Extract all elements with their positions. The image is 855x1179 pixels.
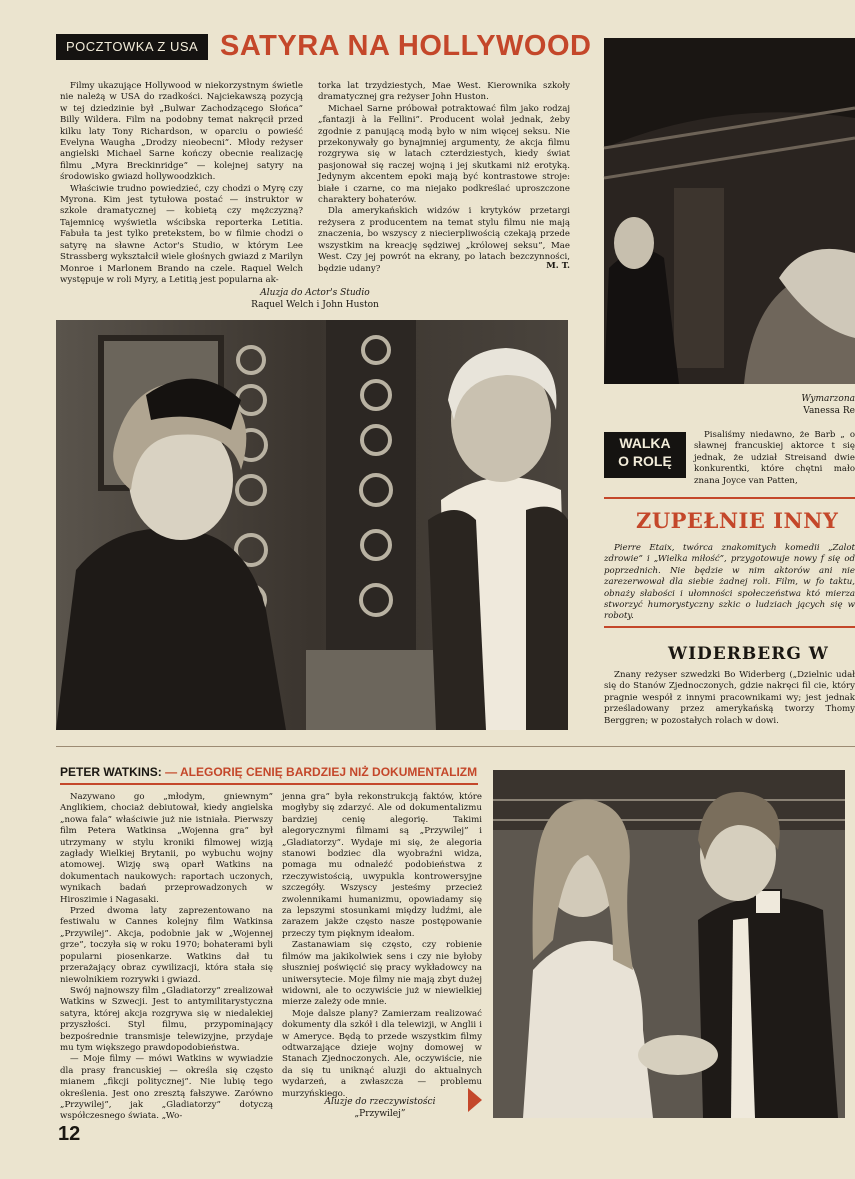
box-line-2: O ROLĘ: [618, 453, 672, 469]
article2-column-1: [60, 792, 273, 1122]
divider: [604, 626, 855, 628]
photo-caption-right: [690, 393, 855, 417]
caption-title: Aluzje do rzeczywistości: [324, 1097, 436, 1107]
section-kicker: POCZTOWKA Z USA: [56, 34, 208, 60]
short-note-text: [604, 543, 855, 622]
paragraph: Przed dwoma laty zaprezentowano na festiwalu w Cannes kolejny film Watkinsa „Przywilej”. Akcja, podobnie jak w „Wojennej grze”, toczyła się w roku 1970; bohaterami byli popularni piosenkarze. Watkins dał tu przerażający obraz cywilizacji, która stała się niewolnikiem rozrywki i gwiazd.: [60, 906, 273, 985]
divider: [604, 497, 855, 499]
photo-illustration: [604, 38, 855, 384]
paragraph: Swój najnowszy film „Gladiatorzy” zrealizował Watkins w Szwecji. Jest to antymilitarystyczna satyra, której akcja rozgrywa się w niedalekiej przyszłości. Styl filmu, przypominający bezpośrednie transmisje telewizyjne, przydaje mu tym większego prawdopodobieństwa.: [60, 985, 273, 1053]
box-line-1: WALKA: [619, 435, 671, 451]
paragraph: torka lat trzydziestych, Mae West. Kierownika szkoły dramatycznej gra reżyser John Huston.: [318, 81, 570, 103]
caption-title: Wymarzona: [801, 394, 855, 404]
short-note-title: ZUPEŁNIE INNY: [636, 508, 839, 533]
photo-caption: [180, 287, 450, 311]
short-note-title: WIDERBERG W: [668, 644, 829, 664]
article-title: SATYRA NA HOLLYWOOD: [220, 30, 592, 62]
paragraph: Zastanawiam się często, czy robienie filmów ma jakikolwiek sens i czy nie byłoby słuszniej poświęcić się pracy wykładowcy na uniwersytecie. Moje filmy nie mają zbyt dużej widowni, ale to oczywiście już w niewielkiej mierze zależy ode mnie.: [282, 940, 482, 1008]
photo-caption: [300, 1096, 460, 1120]
paragraph: Filmy ukazujące Hollywood w niekorzystnym świetle nie należą w USA do rzadkości. Najciekawszą pozycją w tej dziedzinie był „Bulwar Zachodzącego Słońca” Billy Wildera. Film na podobny temat nakręcił przed kilku laty Tony Richardson, w oparciu o powieść Evelyna Waugha „Drodzy nieobecni”. Młody reżyser angielski Michael Sarne kończy obecnie realizację filmu „Myra Breckinridge” — kolejnej satyry na środowisko gwiazd hollywoodzkich.: [60, 81, 303, 183]
article2-heading: [60, 765, 490, 779]
caption-names: Vanessa Re: [803, 406, 855, 416]
paragraph: Nazywano go „młodym, gniewnym” Anglikiem, chociaż debiutował, kiedy angielska „nowa fala” właściwie już nie istniała. Pierwszy film Petera Watkinsa „Wojenna gra” był utrzymany w stylu kroniki filmowej wizją zagłady Wielkiej Brytanii, po wybuchu wojny atomowej. Wizję swą oparł Watkins na dokumentach naukowych: raportach uczonych, wynikach badań przeprowadzonych w Hiroszimie i Nagasaki.: [60, 792, 273, 905]
film-still-photo-2: [493, 770, 845, 1118]
short-note-text: [604, 670, 855, 740]
caption-title: Aluzja do Actor's Studio: [260, 288, 370, 298]
photo-illustration: [493, 770, 845, 1118]
paragraph: Moje dalsze plany? Zamierzam realizować dokumenty dla szkół i dla telewizji, w Anglii i w Ameryce. Będą to przede wszystkim filmy odtwarzające dzieje wojny domowej w Stanach Zjednoczonych. Ale, oczywiście, nie da się tu uniknąć aluzji do aktualnych wydarzeń, a zwłaszcza — problemu murzyńskiego.: [282, 1008, 482, 1099]
author-signature: M. T.: [546, 261, 570, 271]
paragraph: Pisaliśmy niedawno, że Barb „ o sławnej francuskiej aktorce t się jednak, że udział Streisand dwie konkurentki, które chętni mało znana Joyce van Patten,: [694, 430, 855, 486]
article-title: — ALEGORIĘ CENIĘ BARDZIEJ NIŻ DOKUMENTALIZM: [165, 765, 478, 779]
paragraph: — Moje filmy — mówi Watkins w wywiadzie dla prasy francuskiej — określa się często mianem „fikcji politycznej”. Nie lubię tego określenia. Jest ono zresztą fałszywe. Zarówno „Przywilej”, jak „Gladiatorzy” dotyczą współczesnego świata. „Wo-: [60, 1054, 273, 1122]
film-still-photo: [56, 320, 568, 730]
section-box: [604, 432, 686, 478]
film-still-photo-right: [604, 38, 855, 384]
caption-names: Raquel Welch i John Huston: [251, 300, 379, 310]
paragraph: Znany reżyser szwedzki Bo Widerberg („Dzielnic udał się do Stanów Zjednoczonych, gdzie nakręci fil cie, który pragnie wespół z innymi pracownikami wy; jest jednak prześladowany przez amerykańską tworzy Thomy Berggren; w pozostałych rolach w dowi.: [604, 670, 855, 726]
paragraph: Michael Sarne próbował potraktować film jako rodzaj „fantazji à la Fellini”. Producent wolał jednak, żeby zgodnie z panującą modą było w nim więcej seksu. Nie przekonywały go bynajmniej argumenty, że akcja filmu rozgrywa się w latach czterdziestych, kiedy świat pasjonował się raczej wojną i jej skutkami niż erotyką. Jedynym akcentem epoki mają być kontrastowe stroje: białe i czarne, co ma niejako podkreślać uproszczone charaktery bohaterów.: [318, 103, 570, 206]
caption-arrow-icon: [468, 1088, 482, 1112]
article2-column-2: [282, 792, 482, 1099]
paragraph: Dla amerykańskich widzów i krytyków przetargi reżysera z producentem na temat stylu filmu nie mają znaczenia, bo wszyscy z niecierpliwością czekają przede wszystkim na kreację sędziwej „królowej seksu”, Mae West. Czy jej powrót na ekrany, po latach bezczynności, będzie udany?: [318, 206, 570, 274]
interviewee-name: PETER WATKINS:: [60, 765, 162, 779]
short-note-text: [694, 430, 855, 486]
divider: [56, 746, 855, 747]
paragraph: jenna gra” była rekonstrukcją faktów, które mogłyby się zdarzyć. Ale od dokumentalizmu bardziej cenię alegorię. Takimi alegorycznymi filmami są „Przywilej” i „Gladiatorzy”. Wydaje mi się, że alegoria stanowi bodziec dla wyobraźni widza, pomaga mu odnaleźć podobieństwa z rzeczywistością, uwypukla kontrowersyjne szczegóły. Wszyscy jesteśmy przecież zwolennikami humanizmu, opowiadamy się za lepszymi stosunkami między ludźmi, ale zarazem jakże często nasze postępowanie przeczy tym pięknym ideałom.: [282, 792, 482, 939]
paragraph: Pierre Etaix, twórca znakomitych komedii „Zalot zdrowie” i „Wielka miłość”, przygotowuje nowy f się od poprzednich. Nie będzie w nim aktorów ani nie zarezerwował dla siebie żadnej roli. Film, w fo taktu, obnaży słabości i ułomności społeczeństwa któ mierza stworzyć humorystyczny szkic o ludziach jących się w roboty.: [604, 543, 855, 622]
page-number: 12: [58, 1123, 81, 1145]
paragraph: Właściwie trudno powiedzieć, czy chodzi o Myrę czy Myrona. Kim jest tytułowa postać — instruktor w szkole dramatycznej — kobietą czy mężczyzną? Tajemnicę wyświetla wścibska reporterka Letitia. Fabuła ta jest tylko pretekstem, bo w filmie chodzi o satyrę na sławne Actor's Studio, w którym Lee Strassberg wykształcił wiele głośnych gwiazd z Marilyn Monroe i Marlonem Brando na czele. Raquel Welch występuje w roli Myry, a Letitią jest popularna ak-: [60, 183, 303, 285]
caption-names: „Przywilej”: [354, 1109, 406, 1119]
title-underline: [60, 783, 478, 785]
article1-column-1: [60, 81, 303, 285]
photo-illustration: [56, 320, 568, 730]
